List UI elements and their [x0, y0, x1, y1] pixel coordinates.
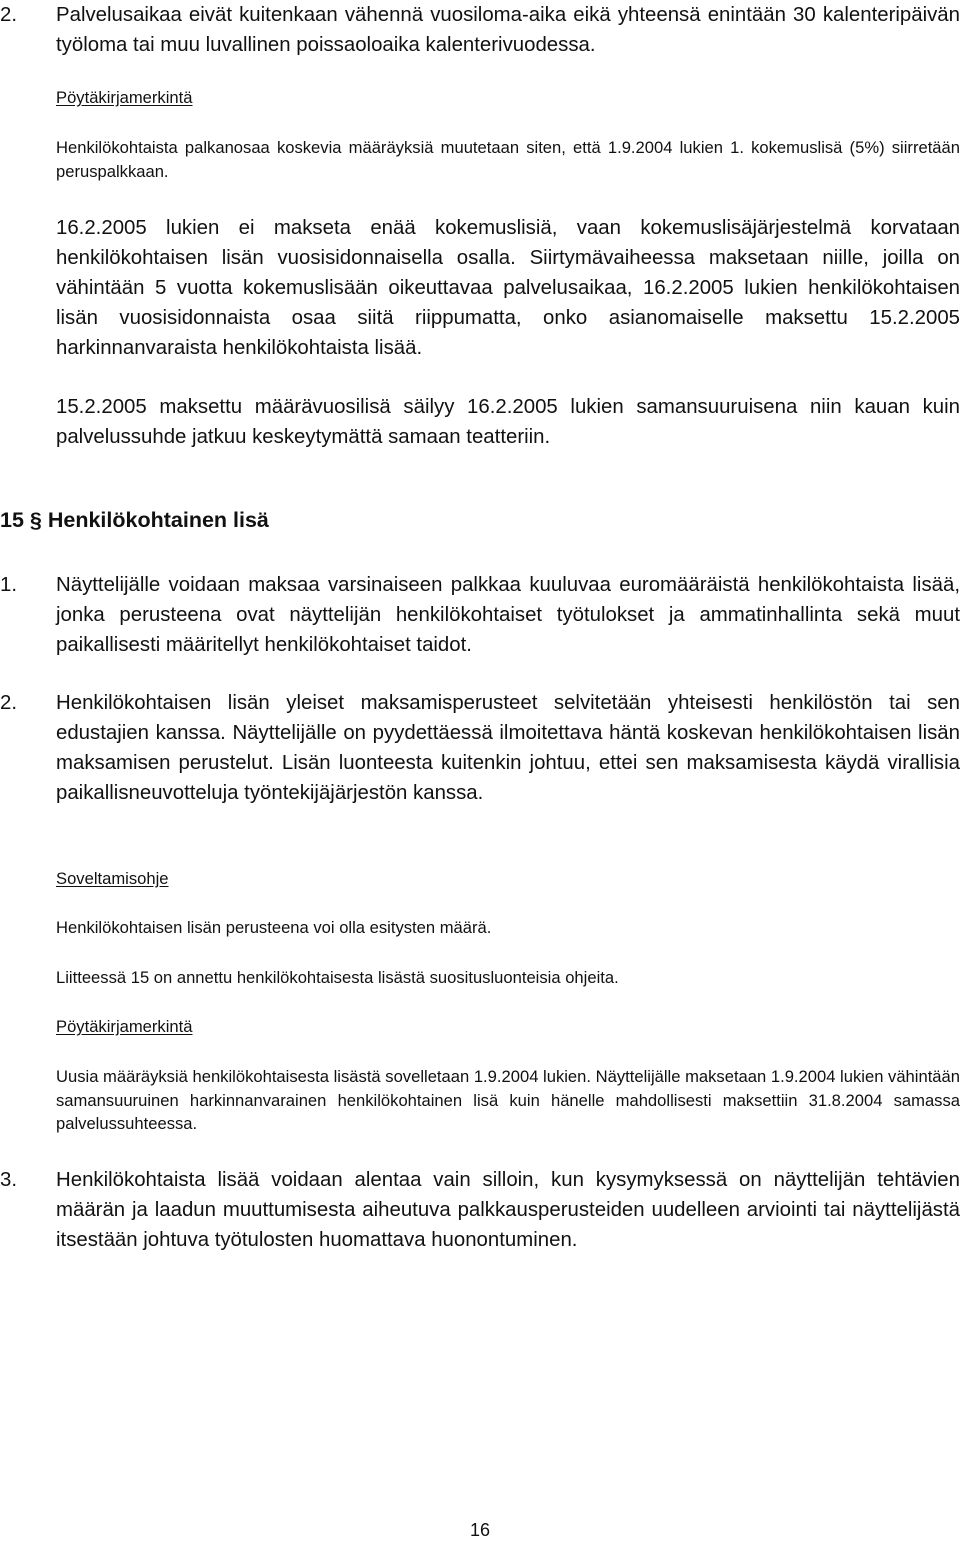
page-number: 16 [469, 1520, 491, 1540]
guidance-label: Soveltamisohje [56, 869, 169, 888]
section-number: 15 [0, 508, 24, 532]
section-title: Henkilökohtainen lisä [47, 508, 269, 532]
item-text: Näyttelijälle voidaan maksaa varsinaiseen palkkaa kuuluvaa euromääräistä henkilökohtaista lisää, jonka perusteena ovat näyttelijän henkilökohtaiset työtulokset ja ammatinhallinta sekä muut paikallisesti määritellyt henkilökohtaiset taidot. [56, 574, 960, 656]
section15-item-2 [0, 688, 960, 808]
minutes-label: Pöytäkirjamerkintä [56, 1017, 193, 1036]
section-sign: § [29, 508, 42, 532]
item-number: 2. [0, 692, 18, 714]
paragraph-transition [0, 213, 960, 363]
guidance-text: Liitteessä 15 on annettu henkilökohtaisesta lisästä suositusluonteisia ohjeita. [56, 968, 619, 987]
item-number: 1. [0, 574, 18, 596]
paragraph-text: 15.2.2005 maksettu määrävuosilisä säilyy 16.2.2005 lukien samansuuruisena niin kauan kuin palvelussuhde jatkuu keskeytymättä samaan teatteriin. [56, 396, 960, 448]
minutes-text-block-2 [0, 1065, 960, 1136]
section-heading [0, 505, 269, 535]
paragraph-retention [0, 392, 960, 452]
item-text: Henkilökohtaista lisää voidaan alentaa vain silloin, kun kysymyksessä on näyttelijän tehtävien määrän ja laadun muuttumisesta aiheutuva palkkausperusteiden uudelleen arviointi tai näyttelijästä itsestään johtuva työtulosten huomattava huonontuminen. [56, 1169, 960, 1251]
section15-item-1 [0, 570, 960, 660]
minutes-text-block [0, 136, 960, 183]
minutes-label-block [0, 86, 960, 110]
section15-item-3 [0, 1165, 960, 1255]
minutes-text: Uusia määräyksiä henkilökohtaisesta lisästä sovelletaan 1.9.2004 lukien. Näyttelijälle maksetaan 1.9.2004 lukien vähintään samansuuruinen harkinnanvarainen henkilökohtainen lisä kuin hänelle mahdollisesti maksettiin 31.8.2004 samassa palvelussuhteessa. [56, 1067, 960, 1133]
section14-item-2 [0, 0, 960, 60]
guidance-text-1-block [0, 916, 960, 940]
item-text: Henkilökohtaisen lisän yleiset maksamisperusteet selvitetään yhteisesti henkilöstön tai sen edustajien kanssa. Näyttelijälle on pyydettäessä ilmoitettava häntä koskevan henkilökohtaisen lisän maksamisen perustelut. Lisän luonteesta kuitenkin johtuu, ettei sen maksamisesta käydä virallisia paikallisneuvotteluja työntekijäjärjestön kanssa. [56, 692, 960, 804]
guidance-text: Henkilökohtaisen lisän perusteena voi olla esitysten määrä. [56, 918, 492, 937]
item-text: Palvelusaikaa eivät kuitenkaan vähennä vuosiloma-aika eikä yhteensä enintään 30 kalenteripäivän työloma tai muu luvallinen poissaoloaika kalenterivuodessa. [56, 4, 960, 56]
item-number: 2. [0, 4, 18, 26]
minutes-label: Pöytäkirjamerkintä [56, 88, 193, 107]
guidance-text-2-block [0, 966, 960, 990]
paragraph-text: 16.2.2005 lukien ei makseta enää kokemuslisiä, vaan kokemuslisäjärjestelmä korvataan henkilökohtaisen lisän vuosisidonnaisella osalla. Siirtymävaiheessa maksetaan niille, joilla on vähintään 5 vuotta kokemuslisään oikeuttavaa palvelusaikaa, 16.2.2005 lukien henkilökohtaisen lisän vuosisidonnaista osaa siitä riippumatta, onko asianomaiselle maksettu 15.2.2005 harkinnanvaraista henkilökohtaista lisää. [56, 217, 960, 359]
guidance-label-block [0, 867, 960, 891]
minutes-text: Henkilökohtaista palkanosaa koskevia määräyksiä muutetaan siten, että 1.9.2004 lukien 1. kokemuslisä (5%) siirretään peruspalkkaan. [56, 138, 960, 181]
minutes-label-block-2 [0, 1015, 960, 1039]
item-number: 3. [0, 1169, 18, 1191]
